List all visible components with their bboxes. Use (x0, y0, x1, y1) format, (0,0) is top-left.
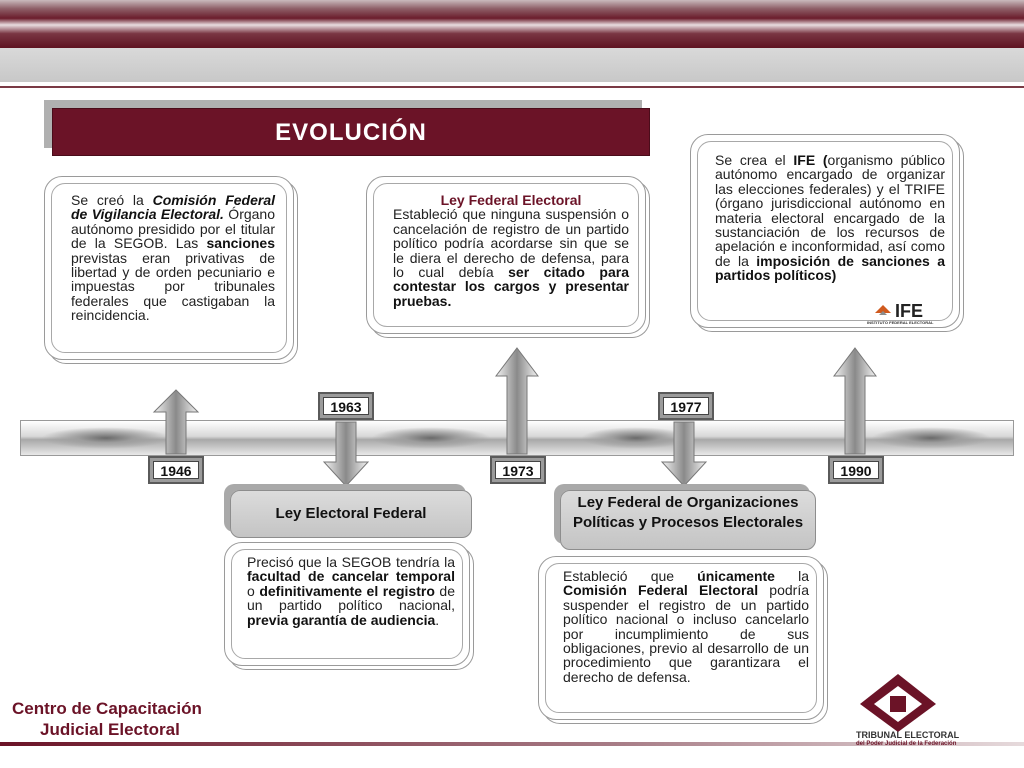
card-1963 (224, 542, 470, 666)
ife-logo-text: IFE (895, 301, 924, 321)
year-1977 (658, 392, 714, 420)
header-divider (0, 86, 1024, 88)
arrow-up-1973-icon (494, 346, 540, 458)
year-1963-label: 1963 (323, 397, 369, 415)
card-1977 (538, 556, 824, 720)
card-1973-text: Ley Federal Electoral Estableció que ninguna suspensión o cancelación de registro de un partido político podría acordarse sin que se le diera el derecho de defensa, para lo cual debía ser citado para contestar los cargos y presentar pruebas. (393, 192, 629, 309)
header-band (0, 0, 1024, 48)
year-1990-label: 1990 (833, 461, 879, 479)
arrow-down-1963-icon (322, 420, 370, 488)
arrow-up-1990-icon (832, 346, 878, 458)
year-1963 (318, 392, 374, 420)
header-grey-band (0, 48, 1024, 82)
card-1990-text: Se crea el IFE (organismo público autónomo encargado de organizar las elecciones federales) y el TRIFE (órgano jurisdiccional autónomo en materia electoral encargado de la sustanciación de los recursos de apelación e inconformidad, así como de la imposición de sanciones a partidos políticos) (715, 152, 945, 284)
footer-line-1: Centro de Capacitación (12, 699, 202, 718)
year-1946 (148, 456, 204, 484)
card-1973-title: Ley Federal Electoral (440, 192, 582, 208)
card-1973 (366, 176, 646, 334)
year-1973 (490, 456, 546, 484)
card-1963-text: Precisó que la SEGOB tendría la facultad de cancelar temporal o definitivamente el registro de un partido político nacional, previa garantía de audiencia. (247, 554, 455, 628)
label-1963: Ley Electoral Federal (230, 490, 472, 538)
page-title: EVOLUCIÓN (52, 108, 650, 156)
card-1946 (44, 176, 294, 360)
arrow-down-1977-icon (660, 420, 708, 488)
tribunal-logo-subtitle: del Poder Judicial de la Federación (856, 741, 957, 747)
year-1973-label: 1973 (495, 461, 541, 479)
footer-line-2: Judicial Electoral (40, 720, 180, 739)
footer-title (12, 698, 202, 740)
tribunal-electoral-logo (852, 672, 988, 756)
label-1977: Ley Federal de Organizaciones Políticas y Procesos Electorales (560, 490, 816, 550)
tribunal-logo-mark (852, 672, 988, 732)
card-1990 (690, 134, 960, 328)
year-1990 (828, 456, 884, 484)
card-1977-text: Estableció que únicamente la Comisión Federal Electoral podría suspender el registro de un partido político nacional o incluso cancelarlo por incumplimiento de sus obligaciones, previo al desarrollo de un procedimiento que garantizara el derecho de defensa. (563, 568, 809, 685)
year-1946-label: 1946 (153, 461, 199, 479)
year-1977-label: 1977 (663, 397, 709, 415)
ife-logo-subtitle: INSTITUTO FEDERAL ELECTORAL (867, 320, 934, 325)
arrow-up-1946-icon (152, 388, 200, 458)
card-1946-text: Se creó la Comisión Federal de Vigilancia Electoral. Órgano autónomo presidido por el titular de la SEGOB. Las sanciones previstas eran privativas de libertad y de orden pecuniario e impuestas por tribunales federales que castigaban la reincidencia. (71, 192, 275, 324)
tribunal-logo-name: TRIBUNAL ELECTORAL (856, 730, 960, 740)
ife-logo (867, 301, 943, 325)
